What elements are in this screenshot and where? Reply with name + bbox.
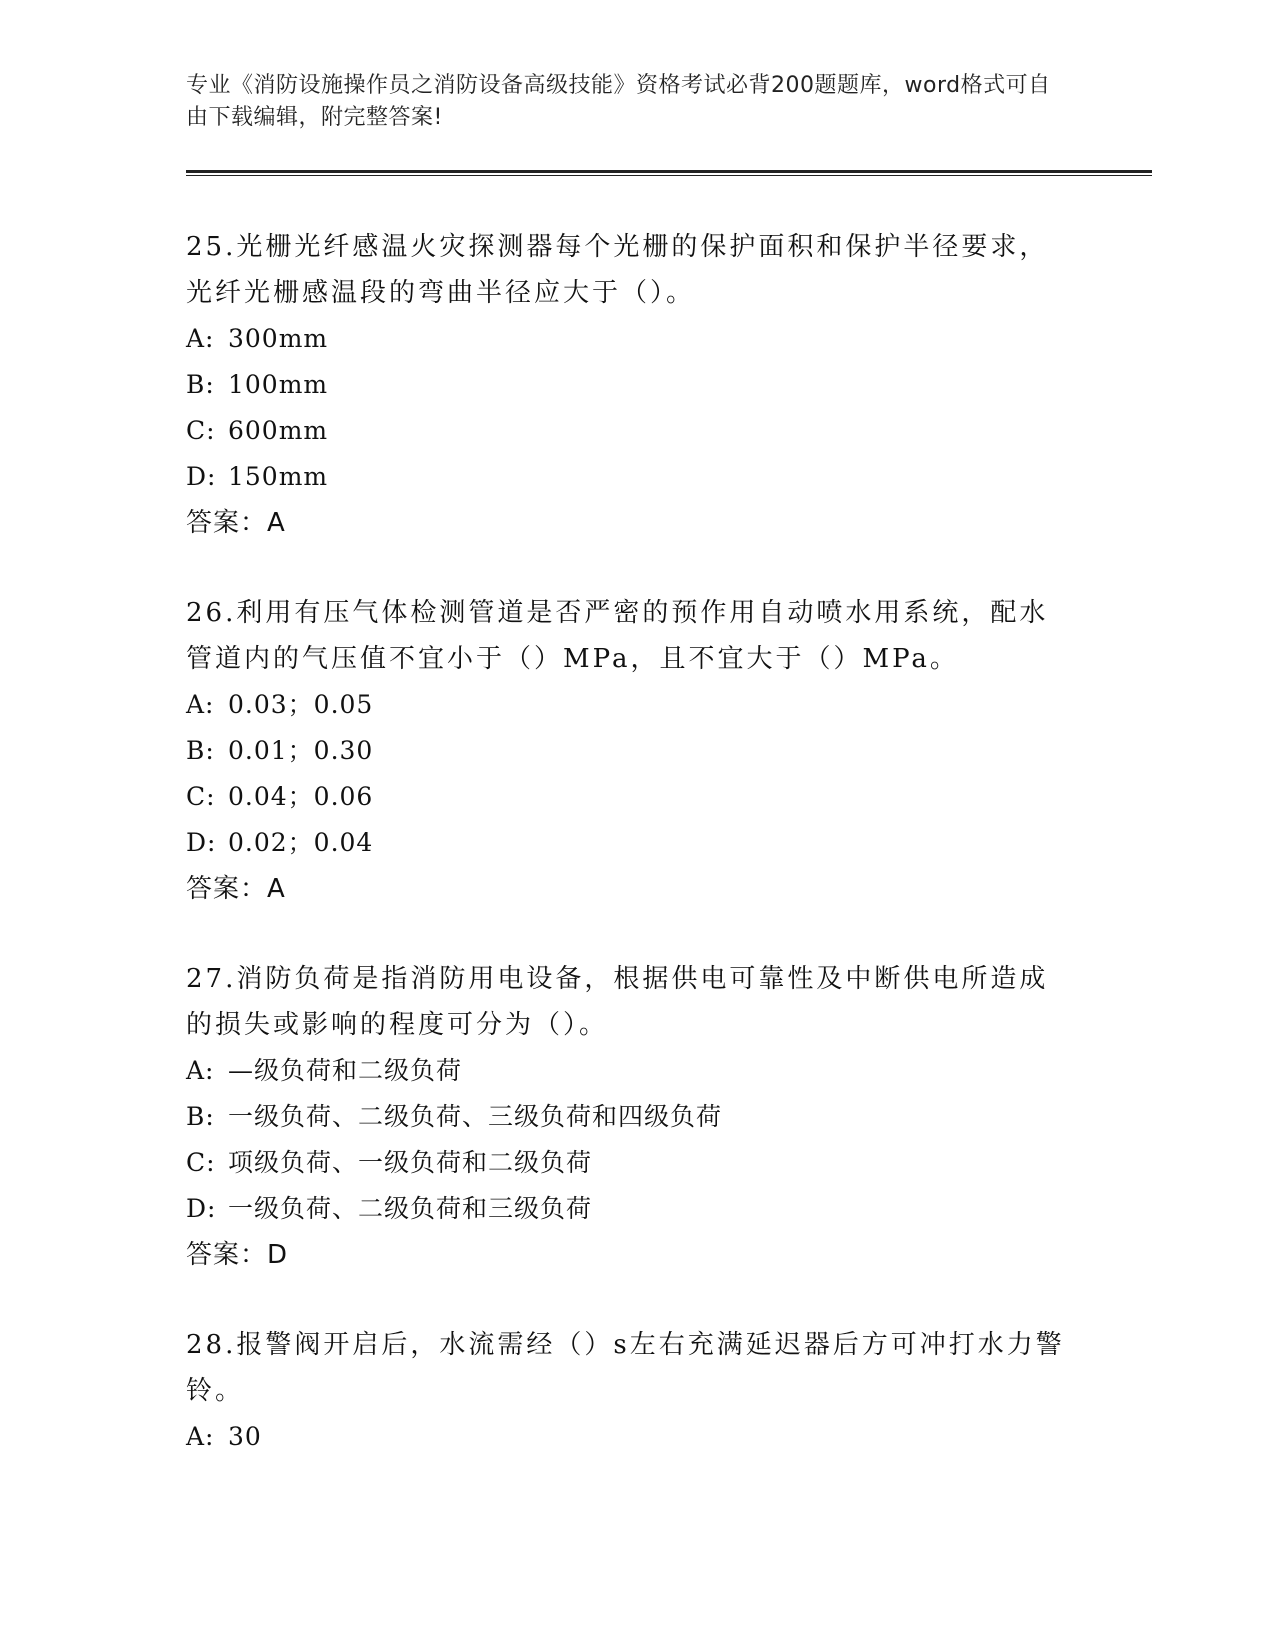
option-a — [186, 316, 1146, 362]
option-c — [186, 1140, 1146, 1186]
question-27 — [186, 956, 1146, 1278]
option-letter: B: — [186, 1102, 215, 1131]
option-a — [186, 1048, 1146, 1094]
option-letter: C: — [186, 1148, 216, 1177]
option-b — [186, 728, 1146, 774]
option-d — [186, 1186, 1146, 1232]
option-text: 30 — [228, 1422, 262, 1451]
option-letter: A: — [186, 324, 215, 353]
option-letter: B: — [186, 370, 215, 399]
option-text: 0.04；0.06 — [228, 782, 374, 811]
option-text: 300mm — [228, 324, 329, 353]
header-divider-thick — [186, 170, 1152, 173]
question-stem: 26.利用有压气体检测管道是否严密的预作用自动喷水用系统，配水管道内的气压值不宜小于（）MPa，且不宜大于（）MPa。 — [186, 598, 1049, 674]
answer-line: 答案：D — [186, 1240, 289, 1270]
option-text: 项级负荷、一级负荷和二级负荷 — [228, 1148, 593, 1177]
document-header: 专业《消防设施操作员之消防设备高级技能》资格考试必背200题题库，word格式可自由下载编辑，附完整答案! — [186, 73, 1051, 130]
question-26 — [186, 590, 1146, 912]
option-text: 600mm — [228, 416, 329, 445]
question-25 — [186, 224, 1146, 546]
option-letter: D: — [186, 462, 217, 491]
question-stem: 25.光栅光纤感温火灾探测器每个光栅的保护面积和保护半径要求，光纤光栅感温段的弯曲半径应大于（）。 — [186, 232, 1049, 308]
option-a — [186, 1414, 1146, 1460]
option-text: 一级负荷、二级负荷和三级负荷 — [228, 1194, 593, 1223]
header-divider-thin — [186, 175, 1152, 176]
question-list — [186, 224, 1146, 1460]
document-page — [186, 70, 1146, 1504]
option-letter: D: — [186, 1194, 217, 1223]
option-b — [186, 1094, 1146, 1140]
question-stem: 27.消防负荷是指消防用电设备，根据供电可靠性及中断供电所造成的损失或影响的程度可分为（）。 — [186, 964, 1049, 1040]
option-b — [186, 362, 1146, 408]
question-28 — [186, 1322, 1146, 1460]
option-c — [186, 408, 1146, 454]
option-letter: A: — [186, 690, 215, 719]
question-stem: 28.报警阀开启后，水流需经（）s左右充满延迟器后方可冲打水力警铃。 — [186, 1330, 1065, 1406]
option-text: 0.02；0.04 — [228, 828, 374, 857]
option-letter: B: — [186, 736, 215, 765]
option-text: 150mm — [228, 462, 329, 491]
option-text: —级负荷和二级负荷 — [228, 1056, 463, 1085]
option-letter: A: — [186, 1422, 215, 1451]
option-letter: C: — [186, 416, 216, 445]
option-text: 一级负荷、二级负荷、三级负荷和四级负荷 — [228, 1102, 723, 1131]
answer-line: 答案：A — [186, 874, 286, 904]
option-text: 0.01；0.30 — [228, 736, 374, 765]
header-divider — [186, 170, 1152, 176]
option-letter: D: — [186, 828, 217, 857]
option-c — [186, 774, 1146, 820]
answer-line: 答案：A — [186, 508, 286, 538]
option-letter: C: — [186, 782, 216, 811]
option-d — [186, 454, 1146, 500]
option-letter: A: — [186, 1056, 215, 1085]
option-text: 0.03；0.05 — [228, 690, 374, 719]
option-text: 100mm — [228, 370, 329, 399]
option-d — [186, 820, 1146, 866]
option-a — [186, 682, 1146, 728]
